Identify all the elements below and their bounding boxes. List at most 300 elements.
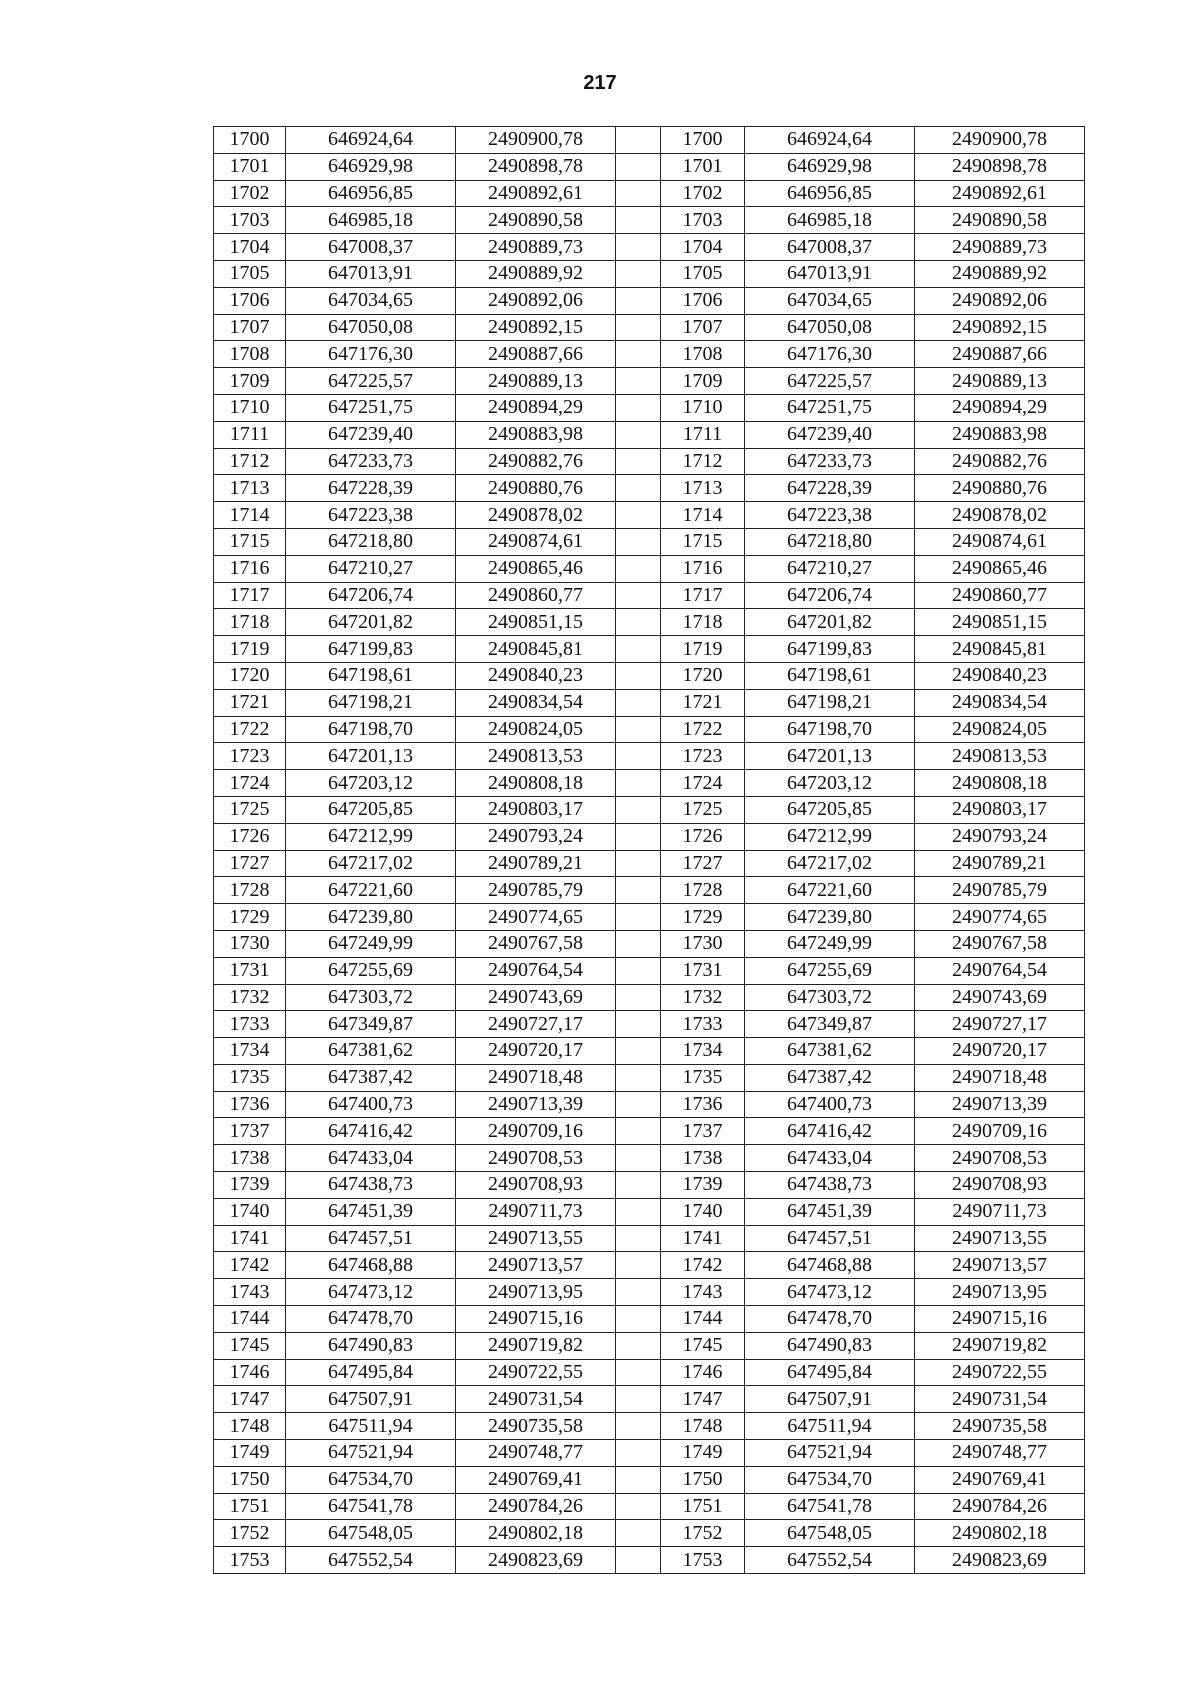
empty-cell [616, 127, 661, 154]
y-coordinate-cell: 2490882,76 [456, 448, 616, 475]
duplicate-point-number-cell: 1711 [661, 421, 745, 448]
x-coordinate-cell: 647203,12 [286, 770, 456, 797]
duplicate-y-coordinate-cell: 2490789,21 [915, 850, 1085, 877]
y-coordinate-cell: 2490735,58 [456, 1413, 616, 1440]
table-row [214, 180, 1085, 207]
duplicate-x-coordinate-cell: 647218,80 [745, 528, 915, 555]
duplicate-x-coordinate-cell: 647198,61 [745, 662, 915, 689]
table-row [214, 502, 1085, 529]
y-coordinate-cell: 2490713,95 [456, 1279, 616, 1306]
table-row [214, 796, 1085, 823]
duplicate-point-number-cell: 1751 [661, 1493, 745, 1520]
point-number-cell: 1736 [214, 1091, 286, 1118]
duplicate-x-coordinate-cell: 647228,39 [745, 475, 915, 502]
table-row [214, 368, 1085, 395]
empty-cell [616, 1038, 661, 1065]
table-row [214, 475, 1085, 502]
duplicate-x-coordinate-cell: 647221,60 [745, 877, 915, 904]
table-row [214, 1038, 1085, 1065]
point-number-cell: 1746 [214, 1359, 286, 1386]
duplicate-x-coordinate-cell: 647433,04 [745, 1145, 915, 1172]
duplicate-x-coordinate-cell: 647239,80 [745, 904, 915, 931]
duplicate-x-coordinate-cell: 647451,39 [745, 1198, 915, 1225]
duplicate-point-number-cell: 1747 [661, 1386, 745, 1413]
duplicate-point-number-cell: 1726 [661, 823, 745, 850]
point-number-cell: 1724 [214, 770, 286, 797]
duplicate-y-coordinate-cell: 2490713,39 [915, 1091, 1085, 1118]
empty-cell [616, 689, 661, 716]
duplicate-x-coordinate-cell: 647400,73 [745, 1091, 915, 1118]
table-row [214, 957, 1085, 984]
empty-cell [616, 1091, 661, 1118]
point-number-cell: 1718 [214, 609, 286, 636]
duplicate-point-number-cell: 1707 [661, 314, 745, 341]
duplicate-x-coordinate-cell: 647212,99 [745, 823, 915, 850]
duplicate-y-coordinate-cell: 2490720,17 [915, 1038, 1085, 1065]
y-coordinate-cell: 2490845,81 [456, 636, 616, 663]
point-number-cell: 1717 [214, 582, 286, 609]
empty-cell [616, 528, 661, 555]
table-row [214, 636, 1085, 663]
table-row [214, 1118, 1085, 1145]
table-row [214, 260, 1085, 287]
duplicate-y-coordinate-cell: 2490803,17 [915, 796, 1085, 823]
duplicate-x-coordinate-cell: 647198,70 [745, 716, 915, 743]
duplicate-y-coordinate-cell: 2490882,76 [915, 448, 1085, 475]
duplicate-y-coordinate-cell: 2490894,29 [915, 394, 1085, 421]
table-row [214, 287, 1085, 314]
duplicate-x-coordinate-cell: 646924,64 [745, 127, 915, 154]
y-coordinate-cell: 2490715,16 [456, 1306, 616, 1333]
point-number-cell: 1711 [214, 421, 286, 448]
duplicate-point-number-cell: 1704 [661, 234, 745, 261]
duplicate-point-number-cell: 1722 [661, 716, 745, 743]
duplicate-y-coordinate-cell: 2490887,66 [915, 341, 1085, 368]
duplicate-point-number-cell: 1721 [661, 689, 745, 716]
duplicate-y-coordinate-cell: 2490851,15 [915, 609, 1085, 636]
point-number-cell: 1742 [214, 1252, 286, 1279]
empty-cell [616, 1386, 661, 1413]
empty-cell [616, 368, 661, 395]
duplicate-y-coordinate-cell: 2490722,55 [915, 1359, 1085, 1386]
duplicate-x-coordinate-cell: 647251,75 [745, 394, 915, 421]
table-row [214, 1332, 1085, 1359]
x-coordinate-cell: 647201,82 [286, 609, 456, 636]
y-coordinate-cell: 2490764,54 [456, 957, 616, 984]
table-row [214, 234, 1085, 261]
duplicate-point-number-cell: 1701 [661, 153, 745, 180]
duplicate-point-number-cell: 1724 [661, 770, 745, 797]
point-number-cell: 1743 [214, 1279, 286, 1306]
point-number-cell: 1716 [214, 555, 286, 582]
y-coordinate-cell: 2490851,15 [456, 609, 616, 636]
table-row [214, 421, 1085, 448]
duplicate-point-number-cell: 1729 [661, 904, 745, 931]
table-row [214, 341, 1085, 368]
empty-cell [616, 1332, 661, 1359]
duplicate-y-coordinate-cell: 2490900,78 [915, 127, 1085, 154]
x-coordinate-cell: 647303,72 [286, 984, 456, 1011]
duplicate-x-coordinate-cell: 647013,91 [745, 260, 915, 287]
point-number-cell: 1725 [214, 796, 286, 823]
table-row [214, 1172, 1085, 1199]
point-number-cell: 1735 [214, 1064, 286, 1091]
table-row [214, 1091, 1085, 1118]
x-coordinate-cell: 647507,91 [286, 1386, 456, 1413]
duplicate-point-number-cell: 1728 [661, 877, 745, 904]
duplicate-y-coordinate-cell: 2490890,58 [915, 207, 1085, 234]
empty-cell [616, 716, 661, 743]
y-coordinate-cell: 2490774,65 [456, 904, 616, 931]
empty-cell [616, 1279, 661, 1306]
x-coordinate-cell: 647223,38 [286, 502, 456, 529]
x-coordinate-cell: 647198,21 [286, 689, 456, 716]
y-coordinate-cell: 2490894,29 [456, 394, 616, 421]
table-row [214, 689, 1085, 716]
duplicate-y-coordinate-cell: 2490743,69 [915, 984, 1085, 1011]
y-coordinate-cell: 2490731,54 [456, 1386, 616, 1413]
x-coordinate-cell: 647534,70 [286, 1466, 456, 1493]
duplicate-y-coordinate-cell: 2490865,46 [915, 555, 1085, 582]
x-coordinate-cell: 647217,02 [286, 850, 456, 877]
duplicate-x-coordinate-cell: 646956,85 [745, 180, 915, 207]
duplicate-point-number-cell: 1740 [661, 1198, 745, 1225]
duplicate-x-coordinate-cell: 647203,12 [745, 770, 915, 797]
point-number-cell: 1733 [214, 1011, 286, 1038]
duplicate-point-number-cell: 1744 [661, 1306, 745, 1333]
empty-cell [616, 1520, 661, 1547]
duplicate-point-number-cell: 1708 [661, 341, 745, 368]
x-coordinate-cell: 646924,64 [286, 127, 456, 154]
table-row [214, 1520, 1085, 1547]
duplicate-point-number-cell: 1737 [661, 1118, 745, 1145]
y-coordinate-cell: 2490889,13 [456, 368, 616, 395]
empty-cell [616, 1225, 661, 1252]
y-coordinate-cell: 2490892,15 [456, 314, 616, 341]
x-coordinate-cell: 647198,61 [286, 662, 456, 689]
duplicate-y-coordinate-cell: 2490802,18 [915, 1520, 1085, 1547]
point-number-cell: 1719 [214, 636, 286, 663]
point-number-cell: 1707 [214, 314, 286, 341]
duplicate-x-coordinate-cell: 647457,51 [745, 1225, 915, 1252]
duplicate-x-coordinate-cell: 647548,05 [745, 1520, 915, 1547]
empty-cell [616, 984, 661, 1011]
duplicate-y-coordinate-cell: 2490845,81 [915, 636, 1085, 663]
y-coordinate-cell: 2490880,76 [456, 475, 616, 502]
y-coordinate-cell: 2490840,23 [456, 662, 616, 689]
y-coordinate-cell: 2490878,02 [456, 502, 616, 529]
point-number-cell: 1732 [214, 984, 286, 1011]
x-coordinate-cell: 647239,80 [286, 904, 456, 931]
table-row [214, 314, 1085, 341]
duplicate-x-coordinate-cell: 647217,02 [745, 850, 915, 877]
y-coordinate-cell: 2490767,58 [456, 930, 616, 957]
duplicate-y-coordinate-cell: 2490889,92 [915, 260, 1085, 287]
table-row [214, 1493, 1085, 1520]
duplicate-y-coordinate-cell: 2490880,76 [915, 475, 1085, 502]
y-coordinate-cell: 2490824,05 [456, 716, 616, 743]
table-row [214, 1011, 1085, 1038]
duplicate-x-coordinate-cell: 647478,70 [745, 1306, 915, 1333]
table-row [214, 930, 1085, 957]
y-coordinate-cell: 2490823,69 [456, 1547, 616, 1574]
point-number-cell: 1748 [214, 1413, 286, 1440]
empty-cell [616, 502, 661, 529]
empty-cell [616, 234, 661, 261]
duplicate-y-coordinate-cell: 2490718,48 [915, 1064, 1085, 1091]
point-number-cell: 1710 [214, 394, 286, 421]
empty-cell [616, 877, 661, 904]
empty-cell [616, 1118, 661, 1145]
point-number-cell: 1700 [214, 127, 286, 154]
duplicate-x-coordinate-cell: 647008,37 [745, 234, 915, 261]
duplicate-x-coordinate-cell: 647507,91 [745, 1386, 915, 1413]
point-number-cell: 1721 [214, 689, 286, 716]
duplicate-y-coordinate-cell: 2490889,73 [915, 234, 1085, 261]
duplicate-point-number-cell: 1749 [661, 1440, 745, 1467]
duplicate-point-number-cell: 1733 [661, 1011, 745, 1038]
empty-cell [616, 1547, 661, 1574]
x-coordinate-cell: 647176,30 [286, 341, 456, 368]
y-coordinate-cell: 2490802,18 [456, 1520, 616, 1547]
duplicate-y-coordinate-cell: 2490840,23 [915, 662, 1085, 689]
empty-cell [616, 314, 661, 341]
table-row [214, 528, 1085, 555]
y-coordinate-cell: 2490889,73 [456, 234, 616, 261]
coordinates-table-body [214, 127, 1085, 1574]
duplicate-x-coordinate-cell: 647541,78 [745, 1493, 915, 1520]
duplicate-x-coordinate-cell: 647050,08 [745, 314, 915, 341]
x-coordinate-cell: 647381,62 [286, 1038, 456, 1065]
duplicate-y-coordinate-cell: 2490774,65 [915, 904, 1085, 931]
table-row [214, 1413, 1085, 1440]
empty-cell [616, 1198, 661, 1225]
x-coordinate-cell: 647255,69 [286, 957, 456, 984]
empty-cell [616, 1413, 661, 1440]
duplicate-x-coordinate-cell: 647473,12 [745, 1279, 915, 1306]
duplicate-y-coordinate-cell: 2490708,93 [915, 1172, 1085, 1199]
duplicate-x-coordinate-cell: 647198,21 [745, 689, 915, 716]
duplicate-y-coordinate-cell: 2490735,58 [915, 1413, 1085, 1440]
y-coordinate-cell: 2490890,58 [456, 207, 616, 234]
table-row [214, 850, 1085, 877]
table-row [214, 1386, 1085, 1413]
table-row [214, 1547, 1085, 1574]
duplicate-point-number-cell: 1736 [661, 1091, 745, 1118]
duplicate-y-coordinate-cell: 2490731,54 [915, 1386, 1085, 1413]
duplicate-y-coordinate-cell: 2490793,24 [915, 823, 1085, 850]
y-coordinate-cell: 2490808,18 [456, 770, 616, 797]
duplicate-x-coordinate-cell: 647495,84 [745, 1359, 915, 1386]
point-number-cell: 1702 [214, 180, 286, 207]
y-coordinate-cell: 2490892,61 [456, 180, 616, 207]
empty-cell [616, 1440, 661, 1467]
duplicate-x-coordinate-cell: 647223,38 [745, 502, 915, 529]
empty-cell [616, 448, 661, 475]
x-coordinate-cell: 647034,65 [286, 287, 456, 314]
x-coordinate-cell: 647199,83 [286, 636, 456, 663]
table-row [214, 153, 1085, 180]
y-coordinate-cell: 2490883,98 [456, 421, 616, 448]
duplicate-point-number-cell: 1710 [661, 394, 745, 421]
point-number-cell: 1720 [214, 662, 286, 689]
duplicate-y-coordinate-cell: 2490715,16 [915, 1306, 1085, 1333]
point-number-cell: 1703 [214, 207, 286, 234]
duplicate-x-coordinate-cell: 647249,99 [745, 930, 915, 957]
point-number-cell: 1726 [214, 823, 286, 850]
table-row [214, 770, 1085, 797]
y-coordinate-cell: 2490719,82 [456, 1332, 616, 1359]
empty-cell [616, 850, 661, 877]
y-coordinate-cell: 2490708,93 [456, 1172, 616, 1199]
duplicate-x-coordinate-cell: 647225,57 [745, 368, 915, 395]
duplicate-y-coordinate-cell: 2490708,53 [915, 1145, 1085, 1172]
table-row [214, 1064, 1085, 1091]
duplicate-y-coordinate-cell: 2490719,82 [915, 1332, 1085, 1359]
duplicate-point-number-cell: 1730 [661, 930, 745, 957]
duplicate-point-number-cell: 1734 [661, 1038, 745, 1065]
point-number-cell: 1729 [214, 904, 286, 931]
duplicate-x-coordinate-cell: 647199,83 [745, 636, 915, 663]
x-coordinate-cell: 647468,88 [286, 1252, 456, 1279]
x-coordinate-cell: 646956,85 [286, 180, 456, 207]
x-coordinate-cell: 647400,73 [286, 1091, 456, 1118]
x-coordinate-cell: 647206,74 [286, 582, 456, 609]
point-number-cell: 1714 [214, 502, 286, 529]
duplicate-x-coordinate-cell: 647206,74 [745, 582, 915, 609]
x-coordinate-cell: 647218,80 [286, 528, 456, 555]
duplicate-point-number-cell: 1741 [661, 1225, 745, 1252]
duplicate-x-coordinate-cell: 647303,72 [745, 984, 915, 1011]
x-coordinate-cell: 646985,18 [286, 207, 456, 234]
point-number-cell: 1753 [214, 1547, 286, 1574]
duplicate-point-number-cell: 1727 [661, 850, 745, 877]
duplicate-y-coordinate-cell: 2490711,73 [915, 1198, 1085, 1225]
y-coordinate-cell: 2490789,21 [456, 850, 616, 877]
x-coordinate-cell: 647495,84 [286, 1359, 456, 1386]
duplicate-x-coordinate-cell: 647349,87 [745, 1011, 915, 1038]
table-row [214, 394, 1085, 421]
empty-cell [616, 153, 661, 180]
x-coordinate-cell: 647451,39 [286, 1198, 456, 1225]
table-row [214, 716, 1085, 743]
duplicate-x-coordinate-cell: 647416,42 [745, 1118, 915, 1145]
point-number-cell: 1741 [214, 1225, 286, 1252]
duplicate-point-number-cell: 1725 [661, 796, 745, 823]
x-coordinate-cell: 647221,60 [286, 877, 456, 904]
duplicate-x-coordinate-cell: 647205,85 [745, 796, 915, 823]
point-number-cell: 1734 [214, 1038, 286, 1065]
duplicate-point-number-cell: 1702 [661, 180, 745, 207]
empty-cell [616, 421, 661, 448]
x-coordinate-cell: 647548,05 [286, 1520, 456, 1547]
empty-cell [616, 904, 661, 931]
x-coordinate-cell: 647541,78 [286, 1493, 456, 1520]
empty-cell [616, 662, 661, 689]
empty-cell [616, 796, 661, 823]
empty-cell [616, 1306, 661, 1333]
point-number-cell: 1747 [214, 1386, 286, 1413]
table-row [214, 1145, 1085, 1172]
table-row [214, 1198, 1085, 1225]
x-coordinate-cell: 647201,13 [286, 743, 456, 770]
duplicate-y-coordinate-cell: 2490860,77 [915, 582, 1085, 609]
point-number-cell: 1706 [214, 287, 286, 314]
duplicate-point-number-cell: 1700 [661, 127, 745, 154]
duplicate-point-number-cell: 1713 [661, 475, 745, 502]
duplicate-point-number-cell: 1739 [661, 1172, 745, 1199]
duplicate-point-number-cell: 1717 [661, 582, 745, 609]
empty-cell [616, 609, 661, 636]
empty-cell [616, 823, 661, 850]
duplicate-point-number-cell: 1718 [661, 609, 745, 636]
point-number-cell: 1750 [214, 1466, 286, 1493]
x-coordinate-cell: 647433,04 [286, 1145, 456, 1172]
duplicate-x-coordinate-cell: 647201,82 [745, 609, 915, 636]
point-number-cell: 1708 [214, 341, 286, 368]
duplicate-y-coordinate-cell: 2490874,61 [915, 528, 1085, 555]
table-row [214, 127, 1085, 154]
duplicate-y-coordinate-cell: 2490769,41 [915, 1466, 1085, 1493]
duplicate-y-coordinate-cell: 2490709,16 [915, 1118, 1085, 1145]
point-number-cell: 1740 [214, 1198, 286, 1225]
duplicate-y-coordinate-cell: 2490767,58 [915, 930, 1085, 957]
duplicate-x-coordinate-cell: 646985,18 [745, 207, 915, 234]
duplicate-y-coordinate-cell: 2490713,57 [915, 1252, 1085, 1279]
x-coordinate-cell: 647013,91 [286, 260, 456, 287]
duplicate-y-coordinate-cell: 2490898,78 [915, 153, 1085, 180]
y-coordinate-cell: 2490748,77 [456, 1440, 616, 1467]
y-coordinate-cell: 2490889,92 [456, 260, 616, 287]
duplicate-point-number-cell: 1738 [661, 1145, 745, 1172]
duplicate-x-coordinate-cell: 647201,13 [745, 743, 915, 770]
duplicate-y-coordinate-cell: 2490878,02 [915, 502, 1085, 529]
table-row [214, 877, 1085, 904]
y-coordinate-cell: 2490874,61 [456, 528, 616, 555]
empty-cell [616, 957, 661, 984]
duplicate-point-number-cell: 1719 [661, 636, 745, 663]
x-coordinate-cell: 647438,73 [286, 1172, 456, 1199]
point-number-cell: 1701 [214, 153, 286, 180]
empty-cell [616, 1466, 661, 1493]
y-coordinate-cell: 2490834,54 [456, 689, 616, 716]
duplicate-point-number-cell: 1748 [661, 1413, 745, 1440]
y-coordinate-cell: 2490860,77 [456, 582, 616, 609]
y-coordinate-cell: 2490709,16 [456, 1118, 616, 1145]
duplicate-x-coordinate-cell: 647511,94 [745, 1413, 915, 1440]
x-coordinate-cell: 647457,51 [286, 1225, 456, 1252]
duplicate-x-coordinate-cell: 647255,69 [745, 957, 915, 984]
y-coordinate-cell: 2490898,78 [456, 153, 616, 180]
y-coordinate-cell: 2490713,39 [456, 1091, 616, 1118]
table-row [214, 984, 1085, 1011]
table-row [214, 555, 1085, 582]
y-coordinate-cell: 2490785,79 [456, 877, 616, 904]
y-coordinate-cell: 2490708,53 [456, 1145, 616, 1172]
duplicate-y-coordinate-cell: 2490813,53 [915, 743, 1085, 770]
point-number-cell: 1705 [214, 260, 286, 287]
duplicate-y-coordinate-cell: 2490784,26 [915, 1493, 1085, 1520]
duplicate-x-coordinate-cell: 647239,40 [745, 421, 915, 448]
duplicate-point-number-cell: 1752 [661, 1520, 745, 1547]
duplicate-y-coordinate-cell: 2490892,15 [915, 314, 1085, 341]
duplicate-x-coordinate-cell: 647521,94 [745, 1440, 915, 1467]
duplicate-y-coordinate-cell: 2490748,77 [915, 1440, 1085, 1467]
duplicate-y-coordinate-cell: 2490892,61 [915, 180, 1085, 207]
coordinates-table [213, 126, 1085, 1574]
empty-cell [616, 555, 661, 582]
y-coordinate-cell: 2490727,17 [456, 1011, 616, 1038]
